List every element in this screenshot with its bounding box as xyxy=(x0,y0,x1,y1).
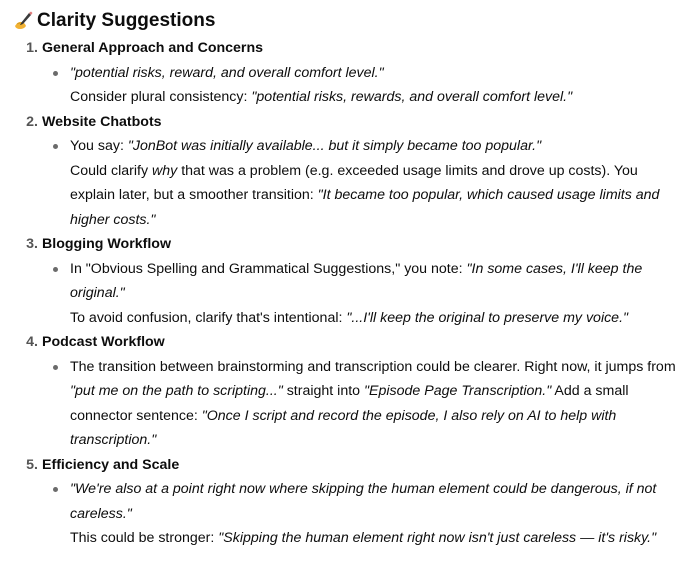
quoted-text: "JonBot was initially available... but it simply became too popular." xyxy=(127,138,542,154)
quoted-text: "We're also at a point right now where skipping the human element could be dangerous, if not xyxy=(70,481,657,497)
body-text: In "Obvious Spelling and Grammatical Suggestions," you note: xyxy=(70,260,467,277)
suggestion-item xyxy=(12,453,700,551)
text-line xyxy=(70,355,692,380)
body-text: that was a problem (e.g. exceeded usage limits and drove up costs). You xyxy=(177,162,638,179)
body-text: You say: xyxy=(70,138,128,154)
bullet-dot-icon xyxy=(53,71,58,76)
text-line xyxy=(70,183,692,208)
text-line xyxy=(70,159,692,184)
text-line xyxy=(70,502,692,527)
quoted-text: "potential risks, rewards, and overall comfort level." xyxy=(251,89,573,105)
text-line xyxy=(70,404,692,429)
text-line xyxy=(70,428,692,453)
quoted-text: "...I'll keep the original to preserve my voice." xyxy=(346,309,629,326)
text-line xyxy=(70,526,692,551)
suggestion-header xyxy=(12,36,700,61)
bullet-dot-icon xyxy=(53,487,58,492)
list-number: 5. xyxy=(26,456,38,473)
body-text: Could clarify xyxy=(70,162,153,179)
text-line xyxy=(70,61,692,86)
suggestion-item xyxy=(12,36,700,110)
list-number: 1. xyxy=(26,40,38,56)
quoted-text: "Episode Page Transcription." xyxy=(364,383,552,399)
suggestion-list xyxy=(12,36,700,551)
text-line xyxy=(70,477,692,502)
list-number: 4. xyxy=(26,334,38,350)
text-line xyxy=(70,257,692,282)
quoted-text: higher costs." xyxy=(70,211,156,228)
body-text: This could be stronger: xyxy=(70,530,219,546)
quoted-text: "potential risks, reward, and overall comfort level." xyxy=(70,64,384,81)
text-line xyxy=(70,134,692,159)
page-title xyxy=(12,6,700,36)
text-line xyxy=(70,306,692,331)
quoted-text: "Once I script and record the episode, I also rely on AI to help with xyxy=(201,407,617,424)
suggestion-header xyxy=(12,110,700,135)
suggestion-title: Podcast Workflow xyxy=(42,334,165,350)
body-text: To avoid confusion, clarify that's intentional: xyxy=(70,309,347,326)
list-number: 2. xyxy=(26,113,38,130)
body-text: straight into xyxy=(282,383,364,399)
text-line xyxy=(70,281,692,306)
suggestion-item xyxy=(12,330,700,453)
bullet-item xyxy=(12,355,700,453)
suggestion-title: Website Chatbots xyxy=(42,113,162,130)
quoted-text: "It became too popular, which caused usage limits and xyxy=(317,187,660,203)
suggestion-title: General Approach and Concerns xyxy=(42,40,264,56)
page-title-text: Clarity Suggestions xyxy=(37,10,216,31)
quoted-text: "Skipping the human element right now isn't just careless — it's risky." xyxy=(218,530,657,546)
quoted-text: original." xyxy=(70,285,125,301)
quoted-text: "put me on the path to scripting..." xyxy=(70,383,283,399)
body-text: Add a small xyxy=(551,383,629,399)
suggestion-header xyxy=(12,330,700,355)
list-number: 3. xyxy=(26,236,38,252)
bullet-item xyxy=(12,477,700,551)
suggestion-header xyxy=(12,232,700,257)
quoted-text: careless." xyxy=(70,505,132,522)
body-text: Consider plural consistency: xyxy=(70,89,252,105)
bullet-dot-icon xyxy=(53,365,58,370)
body-text: connector sentence: xyxy=(70,407,202,424)
body-text: explain later, but a smoother transition: xyxy=(70,187,318,203)
text-line xyxy=(70,379,692,404)
bullet-item xyxy=(12,134,700,232)
text-line xyxy=(70,208,692,233)
body-text: The transition between brainstorming and transcription could be clearer. Right now, it jumps from xyxy=(70,358,676,375)
bullet-dot-icon xyxy=(53,144,58,149)
suggestion-item xyxy=(12,110,700,233)
bullet-item xyxy=(12,257,700,331)
writing-hand-icon xyxy=(12,10,34,32)
suggestion-header xyxy=(12,453,700,478)
suggestion-item xyxy=(12,232,700,330)
bullet-dot-icon xyxy=(53,267,58,272)
quoted-text: why xyxy=(152,162,178,179)
text-line xyxy=(70,85,692,110)
quoted-text: transcription." xyxy=(70,432,157,448)
suggestion-title: Blogging Workflow xyxy=(42,236,171,252)
suggestion-title: Efficiency and Scale xyxy=(42,456,180,473)
bullet-item xyxy=(12,61,700,110)
quoted-text: "In some cases, I'll keep the xyxy=(466,260,643,277)
